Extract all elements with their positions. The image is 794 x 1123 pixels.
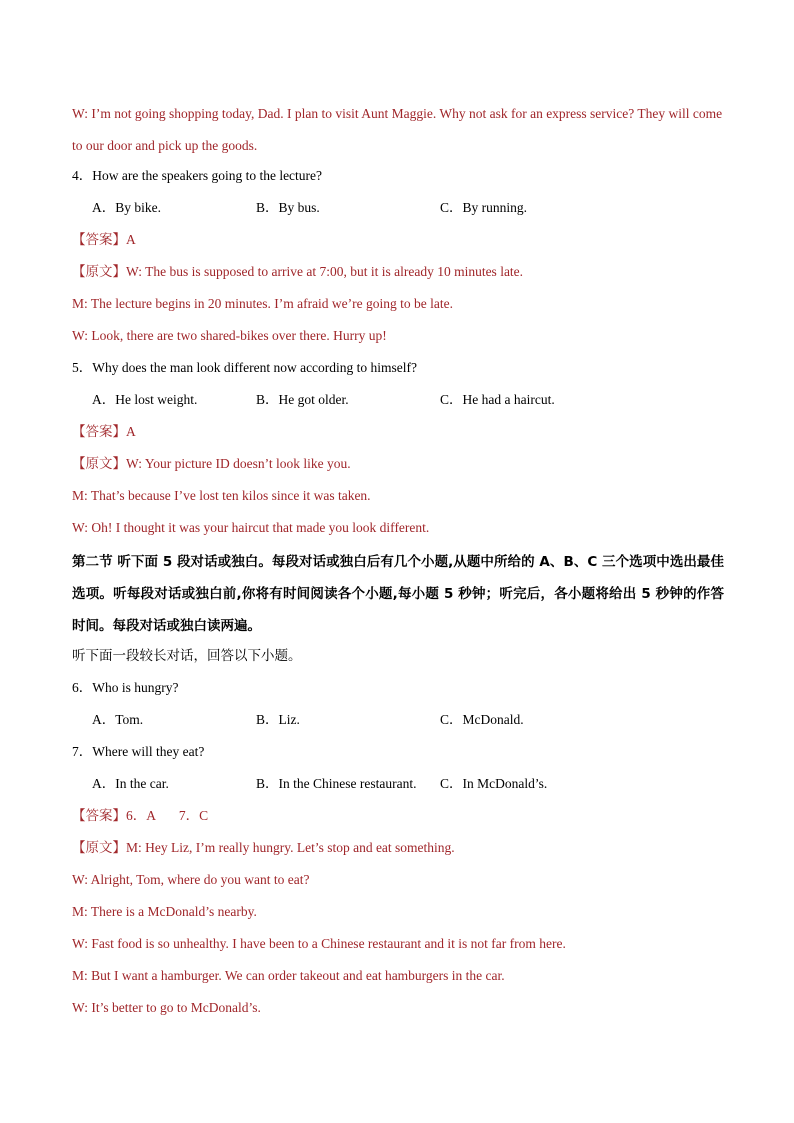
option-b: B．Liz. bbox=[256, 712, 300, 727]
answer-label: 【答案】 bbox=[72, 232, 126, 248]
transcript-line: W: Alright, Tom, where do you want to eat? bbox=[72, 872, 310, 887]
transcript-line bbox=[72, 450, 724, 482]
option-a: A．He lost weight. bbox=[92, 392, 198, 407]
transcript-line: M: But I want a hamburger. We can order takeout and eat hamburgers in the car. bbox=[72, 968, 505, 983]
option-c: C．By running. bbox=[440, 200, 528, 215]
transcript-text: W: The bus is supposed to arrive at 7:00, but it is already 10 minutes late. bbox=[126, 264, 524, 279]
option-c: C．McDonald. bbox=[440, 712, 524, 727]
transcript-line: W: Fast food is so unhealthy. I have been to a Chinese restaurant and it is not far from here. bbox=[72, 936, 566, 951]
answer-line bbox=[72, 226, 724, 258]
question-5-options bbox=[72, 386, 724, 418]
answer-line bbox=[72, 802, 724, 834]
question-4-options bbox=[72, 194, 724, 226]
transcript-line: M: That’s because I’ve lost ten kilos since it was taken. bbox=[72, 488, 371, 503]
transcript-text: W: Your picture ID doesn’t look like you. bbox=[126, 456, 351, 471]
transcript-label: 【原文】 bbox=[72, 840, 126, 856]
question-5: 5．Why does the man look different now according to himself? bbox=[72, 360, 418, 375]
option-c: C．In McDonald’s. bbox=[440, 776, 548, 791]
question-7: 7．Where will they eat? bbox=[72, 744, 205, 759]
option-c: C．He had a haircut. bbox=[440, 392, 555, 407]
question-6: 6．Who is hungry? bbox=[72, 680, 179, 695]
document-page bbox=[72, 98, 724, 1026]
option-b: B．By bus. bbox=[256, 200, 320, 215]
question-4: 4．How are the speakers going to the lecture? bbox=[72, 168, 323, 183]
option-a: A．By bike. bbox=[92, 200, 161, 215]
transcript-text: M: Hey Liz, I’m really hungry. Let’s stop and eat something. bbox=[126, 840, 455, 855]
dialogue-line: W: I’m not going shopping today, Dad. I plan to visit Aunt Maggie. Why not ask for an express service? They will come to our door and pick up the goods. bbox=[72, 106, 723, 153]
transcript-line bbox=[72, 258, 724, 290]
option-b: B．In the Chinese restaurant. bbox=[256, 776, 417, 791]
option-a: A．Tom. bbox=[92, 712, 144, 727]
transcript-line: W: It’s better to go to McDonald’s. bbox=[72, 1000, 261, 1015]
question-7-options bbox=[72, 770, 724, 802]
option-a: A．In the car. bbox=[92, 776, 169, 791]
transcript-label: 【原文】 bbox=[72, 264, 126, 280]
question-6-options bbox=[72, 706, 724, 738]
transcript-line: M: There is a McDonald’s nearby. bbox=[72, 904, 257, 919]
answer-value: A bbox=[126, 232, 136, 247]
answer-value: 6．A 7．C bbox=[126, 808, 209, 823]
transcript-label: 【原文】 bbox=[72, 456, 126, 472]
transcript-line: W: Look, there are two shared-bikes over there. Hurry up! bbox=[72, 328, 387, 343]
answer-label: 【答案】 bbox=[72, 424, 126, 440]
option-b: B．He got older. bbox=[256, 392, 349, 407]
transcript-line: M: The lecture begins in 20 minutes. I’m afraid we’re going to be late. bbox=[72, 296, 454, 311]
transcript-line bbox=[72, 834, 724, 866]
answer-line bbox=[72, 418, 724, 450]
section-sub-intro: 听下面一段较长对话，回答以下小题。 bbox=[72, 648, 302, 664]
transcript-line: W: Oh! I thought it was your haircut that made you look different. bbox=[72, 520, 430, 535]
section-instructions: 第二节 听下面 5 段对话或独白。每段对话或独白后有几个小题,从题中所给的 A、B、C 三个选项中选出最佳选项。听每段对话或独白前,你将有时间阅读各个小题,每小题 5 秒钟；听完后，各小题将给出 5 秒钟的作答时间。每段对话或独白读两遍。 bbox=[72, 554, 724, 634]
answer-value: A bbox=[126, 424, 136, 439]
answer-label: 【答案】 bbox=[72, 808, 126, 824]
